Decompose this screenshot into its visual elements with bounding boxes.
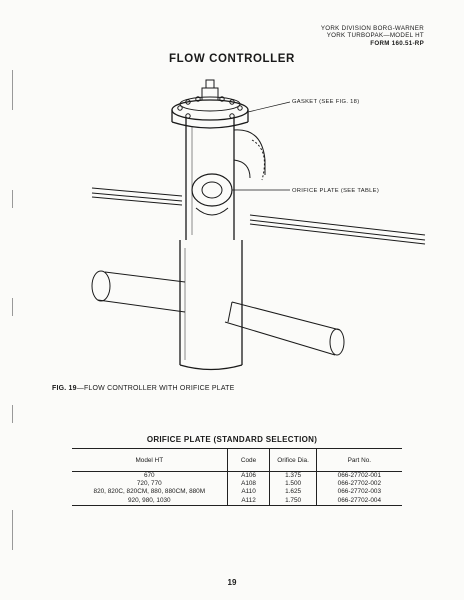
cell-part: 066-27702-001	[316, 472, 402, 481]
column-header-orifice: Orifice Dia.	[270, 449, 316, 472]
cell-code: A108	[227, 480, 270, 488]
cell-model: 820, 820C, 820CM, 880, 880CM, 880M	[93, 488, 206, 496]
column-header-code: Code	[227, 449, 270, 472]
cell-code: A110	[227, 488, 270, 496]
cell-model: 670	[143, 472, 155, 479]
table-header-row	[72, 449, 402, 472]
gasket-callout: GASKET (SEE FIG. 18)	[292, 99, 360, 105]
figure-caption-text: —FLOW CONTROLLER WITH ORIFICE PLATE	[76, 385, 235, 392]
orifice-plate-table	[72, 448, 402, 506]
figure-caption	[52, 385, 235, 392]
cell-part: 066-27702-002	[316, 480, 402, 488]
cell-code: A106	[227, 472, 270, 481]
cell-model: 920, 980, 1030	[72, 497, 227, 506]
cell-orifice: 1.750	[270, 497, 316, 506]
column-header-part: Part No.	[316, 449, 402, 472]
margin-mark	[12, 405, 13, 423]
header-form-number: FORM 160.51-RP	[370, 39, 424, 47]
cell-orifice: 1.625	[270, 488, 316, 496]
table-row	[72, 480, 402, 488]
table-row	[72, 472, 402, 481]
orifice-plate-callout: ORIFICE PLATE (SEE TABLE)	[292, 188, 380, 194]
header-division: YORK DIVISION BORG-WARNER	[320, 25, 424, 32]
margin-mark	[12, 70, 13, 110]
cell-orifice: 1.500	[270, 480, 316, 488]
table-row	[72, 497, 402, 506]
margin-mark	[12, 190, 13, 208]
cell-orifice: 1.375	[270, 472, 316, 481]
table-row	[72, 488, 402, 496]
page-title: FLOW CONTROLLER	[169, 53, 295, 65]
cell-code: A112	[227, 497, 270, 506]
page-number: 19	[227, 578, 237, 587]
table-title: ORIFICE PLATE (STANDARD SELECTION)	[146, 435, 318, 444]
margin-mark	[12, 298, 13, 316]
figure-number: FIG. 19	[52, 385, 77, 392]
column-header-model: Model HT	[72, 449, 227, 472]
cell-model: 720, 770	[136, 480, 162, 488]
cell-part: 066-27702-004	[316, 497, 402, 506]
header-model: YORK TURBOPAK—MODEL HT	[326, 32, 424, 40]
cell-part: 066-27702-003	[316, 488, 402, 496]
margin-mark	[12, 510, 13, 550]
